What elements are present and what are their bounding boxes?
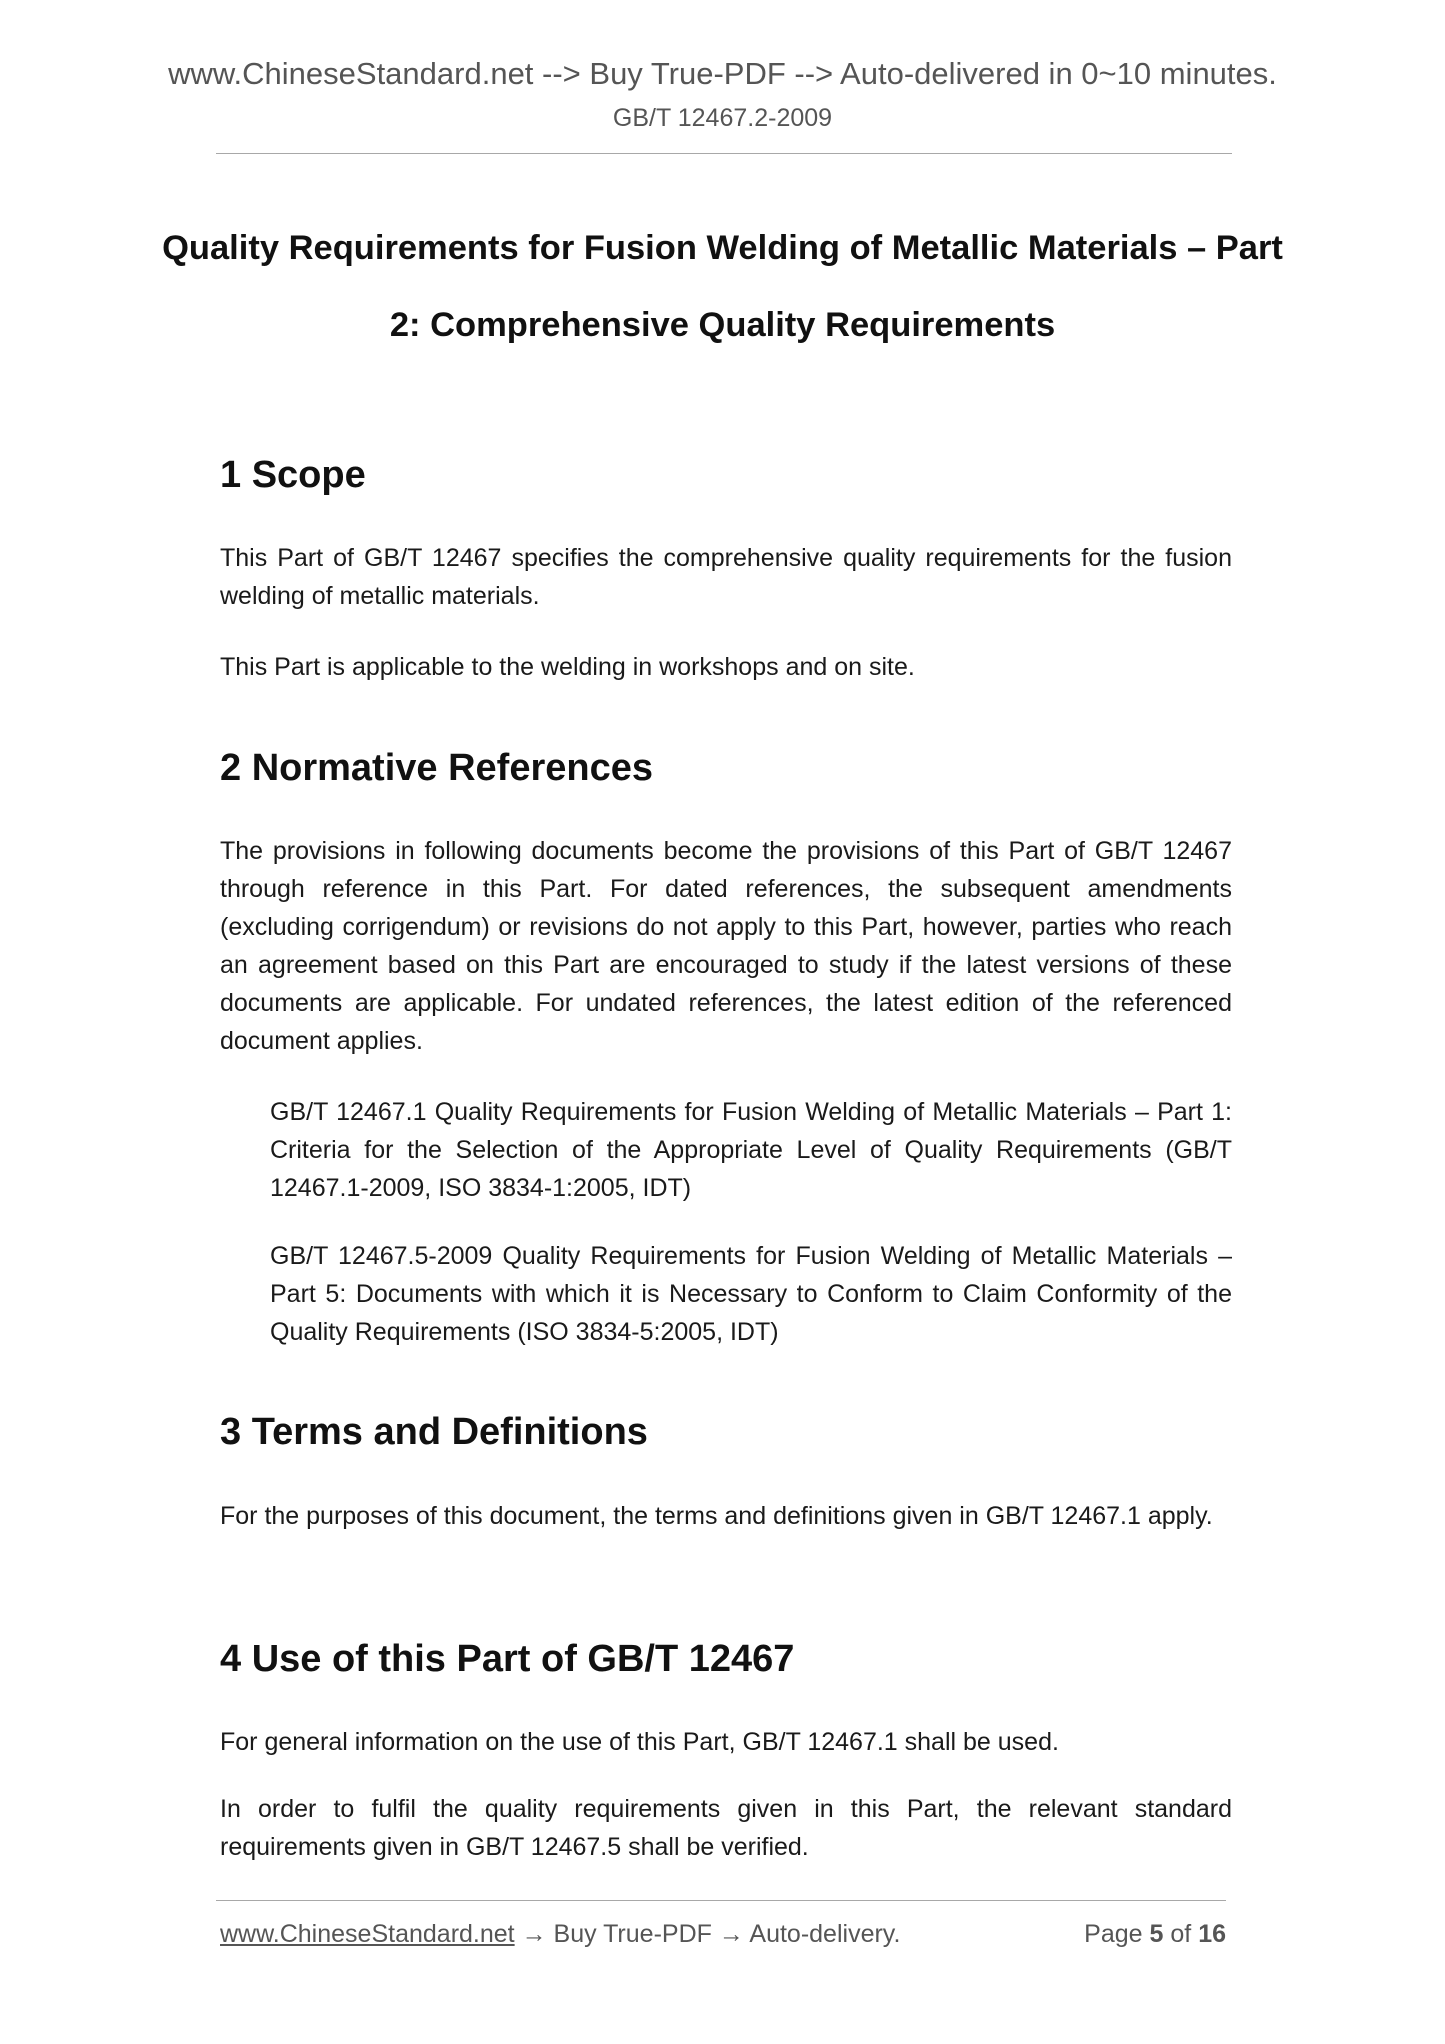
header-banner: www.ChineseStandard.net --> Buy True-PDF --> Auto-delivered in 0~10 minutes. bbox=[168, 56, 1277, 91]
document-title: Quality Requirements for Fusion Welding of Metallic Materials – Part 2: Comprehensive Quality Requirements bbox=[162, 229, 1283, 344]
footer-divider bbox=[216, 1900, 1226, 1901]
section-heading-terms: 3 Terms and Definitions bbox=[220, 1411, 648, 1453]
header-divider bbox=[216, 153, 1232, 154]
footer-promo-text: → Buy True-PDF → Auto-delivery. bbox=[514, 1920, 901, 1948]
section-heading-use: 4 Use of this Part of GB/T 12467 bbox=[220, 1638, 795, 1680]
terms-paragraph: For the purposes of this document, the terms and definitions given in GB/T 12467.1 apply. bbox=[220, 1502, 1213, 1530]
current-page-number: 5 bbox=[1149, 1920, 1164, 1948]
total-page-number: 16 bbox=[1198, 1920, 1226, 1948]
scope-paragraph-1: This Part of GB/T 12467 specifies the comprehensive quality requirements for the fusion welding of metallic materials. bbox=[220, 544, 1232, 610]
normative-reference-item: GB/T 12467.1 Quality Requirements for Fusion Welding of Metallic Materials – Part 1: Criteria for the Selection of the Appropriate Level of Quality Requirements (GB/T 12467.1-2009, ISO 3834-1:2005, IDT) bbox=[270, 1098, 1232, 1202]
use-paragraph-1: For general information on the use of this Part, GB/T 12467.1 shall be used. bbox=[220, 1728, 1059, 1756]
scope-paragraph-2: This Part is applicable to the welding in workshops and on site. bbox=[220, 653, 915, 681]
normative-reference-item: GB/T 12467.5-2009 Quality Requirements for Fusion Welding of Metallic Materials – Part 5: Documents with which it is Necessary to Conform to Claim Conformity of the Quality Requirements (ISO 3834-5:2005, IDT) bbox=[270, 1242, 1232, 1346]
footer-site-link[interactable]: www.ChineseStandard.net bbox=[220, 1920, 515, 1948]
footer-promo bbox=[220, 1922, 900, 1947]
use-paragraph-2: In order to fulfil the quality requirements given in this Part, the relevant standard requirements given in GB/T 12467.5 shall be verified. bbox=[220, 1795, 1232, 1861]
normative-intro-paragraph: The provisions in following documents become the provisions of this Part of GB/T 12467 through reference in this Part. For dated references, the subsequent amendments (excluding corrigendum) or revisions do not apply to this Part, however, parties who reach an agreement based on this Part are encouraged to study if the latest versions of these documents are applicable. For undated references, the latest edition of the referenced document applies. bbox=[220, 837, 1232, 1055]
page-of-label: of bbox=[1170, 1920, 1192, 1948]
section-heading-scope: 1 Scope bbox=[220, 454, 366, 496]
page-number bbox=[1050, 1922, 1226, 1947]
section-heading-normative-references: 2 Normative References bbox=[220, 747, 653, 789]
standard-code: GB/T 12467.2-2009 bbox=[612, 104, 833, 132]
page-label: Page bbox=[1084, 1920, 1143, 1948]
